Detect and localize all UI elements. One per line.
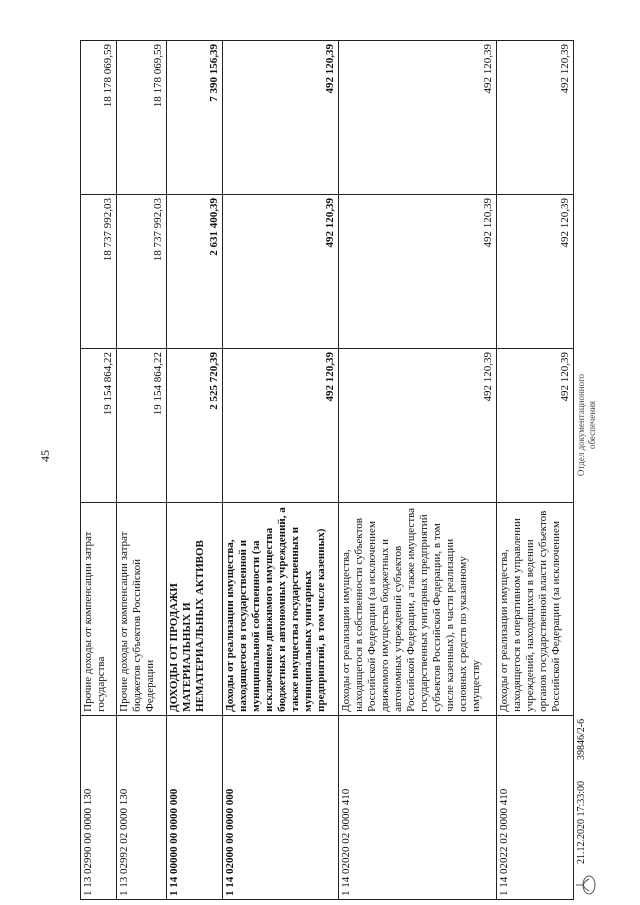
amount-year-2: 18 737 992,03 <box>81 194 117 348</box>
amount-year-3: 492 120,39 <box>223 41 339 195</box>
table-row <box>339 41 497 900</box>
amount-year-2: 18 737 992,03 <box>117 194 167 348</box>
amount-year-3: 492 120,39 <box>339 41 497 195</box>
page-number: 45 <box>38 450 52 462</box>
amount-year-1: 492 120,39 <box>223 348 339 502</box>
revenue-name: Доходы от реализации имущества, находящегося в государственной и муниципальной собственности (за исключением движимого имущества бюджетных и автономных учреждений, а также имущества государственных и муниципальных унитарных предприятий, в том числе казенных) <box>223 502 339 715</box>
amount-year-3: 492 120,39 <box>497 41 574 195</box>
table-row <box>167 41 223 900</box>
revenue-name: Доходы от реализации имущества, находящегося в оперативном управлении учреждений, находящихся в ведении органов государственной власти субъектов Российской Федерации (за исключением <box>497 502 574 715</box>
table-row <box>497 41 574 900</box>
revenue-code: 1 14 02020 02 0000 410 <box>339 715 497 899</box>
revenue-code: 1 13 02992 02 0000 130 <box>117 715 167 899</box>
footer-office-label: Отдел документационного обеспечения <box>576 373 597 477</box>
amount-year-2: 2 631 400,39 <box>167 194 223 348</box>
amount-year-1: 2 525 720,39 <box>167 348 223 502</box>
amount-year-1: 19 154 864,22 <box>81 348 117 502</box>
amount-year-2: 492 120,39 <box>497 194 574 348</box>
revenue-name: ДОХОДЫ ОТ ПРОДАЖИ МАТЕРИАЛЬНЫХ И НЕМАТЕРИАЛЬНЫХ АКТИВОВ <box>167 502 223 715</box>
amount-year-2: 492 120,39 <box>339 194 497 348</box>
registry-stamp-icon <box>572 874 598 896</box>
amount-year-1: 19 154 864,22 <box>117 348 167 502</box>
amount-year-3: 7 390 156,39 <box>167 41 223 195</box>
revenue-name: Доходы от реализации имущества, находящегося в собственности субъектов Российской Федерации (за исключением движимого имущества бюджетных и автономных учреждений субъектов Российской Федерации, а также имущества государственных унитарных предприятий субъектов Российской Федерации, в том числе казенных), в части реализации основных средств по указанному имуществу <box>339 502 497 715</box>
amount-year-1: 492 120,39 <box>497 348 574 502</box>
footer-document-number: 39846/2-6 <box>576 718 587 760</box>
revenue-name: Прочие доходы от компенсации затрат бюджетов субъектов Российской Федерации <box>117 502 167 715</box>
revenue-code: 1 13 02990 00 0000 130 <box>81 715 117 899</box>
table-row <box>223 41 339 900</box>
amount-year-2: 492 120,39 <box>223 194 339 348</box>
footer-date: 21.12.2020 17:33:00 <box>576 780 587 864</box>
revenue-code: 1 14 02022 02 0000 410 <box>497 715 574 899</box>
table-row <box>117 41 167 900</box>
revenue-code: 1 14 02000 00 0000 000 <box>223 715 339 899</box>
revenue-code: 1 14 00000 00 0000 000 <box>167 715 223 899</box>
page-footer <box>570 42 640 902</box>
budget-revenue-table <box>80 40 574 900</box>
amount-year-3: 18 178 069,59 <box>81 41 117 195</box>
rotated-page-content <box>80 40 580 900</box>
amount-year-1: 492 120,39 <box>339 348 497 502</box>
revenue-name: Прочие доходы от компенсации затрат государства <box>81 502 117 715</box>
amount-year-3: 18 178 069,59 <box>117 41 167 195</box>
table-row <box>81 41 117 900</box>
